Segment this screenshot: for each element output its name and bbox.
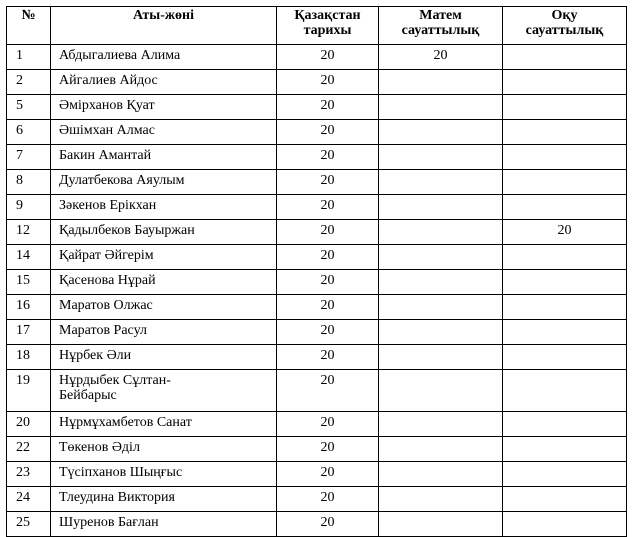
row-math — [379, 412, 503, 437]
row-name: Зәкенов Ерікхан — [51, 195, 277, 220]
row-reading — [503, 195, 627, 220]
row-reading — [503, 70, 627, 95]
row-name: Абдыгалиева Алима — [51, 45, 277, 70]
table-row — [7, 220, 627, 245]
row-reading — [503, 437, 627, 462]
header-reading-line1: Оқу — [551, 8, 578, 23]
row-history: 20 — [277, 320, 379, 345]
row-name: Төкенов Әділ — [51, 437, 277, 462]
table-row — [7, 320, 627, 345]
row-history: 20 — [277, 70, 379, 95]
row-math — [379, 437, 503, 462]
row-math — [379, 245, 503, 270]
row-math — [379, 120, 503, 145]
row-history: 20 — [277, 487, 379, 512]
table-row — [7, 245, 627, 270]
row-reading — [503, 95, 627, 120]
row-num: 6 — [7, 120, 51, 145]
row-reading — [503, 170, 627, 195]
header-history — [277, 7, 379, 45]
row-num: 12 — [7, 220, 51, 245]
table-row — [7, 120, 627, 145]
table-row — [7, 170, 627, 195]
header-math-line1: Матем — [419, 8, 462, 23]
table-row — [7, 412, 627, 437]
row-num: 24 — [7, 487, 51, 512]
row-math — [379, 270, 503, 295]
row-history: 20 — [277, 295, 379, 320]
row-name: Шуренов Бағлан — [51, 512, 277, 537]
header-name: Аты-жөні — [51, 7, 277, 45]
row-name-line2: Бейбарыс — [59, 388, 117, 403]
row-name: Дулатбекова Аяулым — [51, 170, 277, 195]
row-num: 19 — [7, 370, 51, 412]
row-history: 20 — [277, 270, 379, 295]
row-reading: 20 — [503, 220, 627, 245]
row-math — [379, 345, 503, 370]
row-num: 15 — [7, 270, 51, 295]
table-row — [7, 95, 627, 120]
row-math — [379, 95, 503, 120]
row-history: 20 — [277, 220, 379, 245]
row-history: 20 — [277, 95, 379, 120]
table-row — [7, 295, 627, 320]
row-reading — [503, 145, 627, 170]
row-math: 20 — [379, 45, 503, 70]
row-history: 20 — [277, 437, 379, 462]
row-reading — [503, 487, 627, 512]
row-num: 1 — [7, 45, 51, 70]
row-history: 20 — [277, 512, 379, 537]
row-math — [379, 512, 503, 537]
row-name: Маратов Расул — [51, 320, 277, 345]
row-reading — [503, 245, 627, 270]
row-name: Қайрат Әйгерім — [51, 245, 277, 270]
row-math — [379, 370, 503, 412]
row-history: 20 — [277, 120, 379, 145]
header-reading — [503, 7, 627, 45]
row-num: 22 — [7, 437, 51, 462]
row-reading — [503, 345, 627, 370]
table-row — [7, 370, 627, 412]
row-num: 16 — [7, 295, 51, 320]
row-reading — [503, 412, 627, 437]
row-num: 2 — [7, 70, 51, 95]
row-math — [379, 170, 503, 195]
header-row — [7, 7, 627, 45]
table-row — [7, 195, 627, 220]
row-reading — [503, 462, 627, 487]
row-name: Қасенова Нұрай — [51, 270, 277, 295]
row-name: Нұрмұхамбетов Санат — [51, 412, 277, 437]
row-history: 20 — [277, 462, 379, 487]
row-num: 18 — [7, 345, 51, 370]
header-math — [379, 7, 503, 45]
row-math — [379, 195, 503, 220]
row-num: 8 — [7, 170, 51, 195]
row-reading — [503, 320, 627, 345]
row-name: Түсіпханов Шыңғыс — [51, 462, 277, 487]
row-num: 14 — [7, 245, 51, 270]
table-row — [7, 437, 627, 462]
row-history: 20 — [277, 145, 379, 170]
row-history: 20 — [277, 45, 379, 70]
table-row — [7, 145, 627, 170]
row-name: Тлеудина Виктория — [51, 487, 277, 512]
table-row — [7, 45, 627, 70]
row-name: Әмірханов Қуат — [51, 95, 277, 120]
row-math — [379, 320, 503, 345]
row-math — [379, 220, 503, 245]
row-math — [379, 295, 503, 320]
table-row — [7, 462, 627, 487]
row-num: 25 — [7, 512, 51, 537]
row-reading — [503, 370, 627, 412]
row-history: 20 — [277, 370, 379, 412]
row-num: 9 — [7, 195, 51, 220]
table-row — [7, 512, 627, 537]
row-num: 7 — [7, 145, 51, 170]
row-history: 20 — [277, 170, 379, 195]
table-row — [7, 487, 627, 512]
row-reading — [503, 295, 627, 320]
grades-table — [6, 6, 627, 537]
row-history: 20 — [277, 245, 379, 270]
row-name: Нұрбек Әли — [51, 345, 277, 370]
header-history-line1: Қазақстан — [294, 8, 361, 23]
row-num: 23 — [7, 462, 51, 487]
row-math — [379, 70, 503, 95]
row-name: Маратов Олжас — [51, 295, 277, 320]
row-num: 5 — [7, 95, 51, 120]
row-reading — [503, 512, 627, 537]
row-math — [379, 462, 503, 487]
row-name: Бакин Амантай — [51, 145, 277, 170]
row-math — [379, 487, 503, 512]
table-row — [7, 345, 627, 370]
row-name: Айгалиев Айдос — [51, 70, 277, 95]
row-name: Қадылбеков Бауыржан — [51, 220, 277, 245]
row-reading — [503, 120, 627, 145]
row-num: 20 — [7, 412, 51, 437]
row-history: 20 — [277, 195, 379, 220]
table-row — [7, 270, 627, 295]
row-name: Әшімхан Алмас — [51, 120, 277, 145]
row-reading — [503, 45, 627, 70]
row-math — [379, 145, 503, 170]
header-history-line2: тарихы — [303, 23, 352, 38]
row-name — [51, 370, 277, 412]
header-reading-line2: сауаттылық — [525, 23, 604, 38]
row-name-line1: Нұрдыбек Сұлтан- — [59, 373, 171, 388]
header-math-line2: сауаттылық — [401, 23, 480, 38]
row-history: 20 — [277, 345, 379, 370]
header-num: № — [7, 7, 51, 45]
row-reading — [503, 270, 627, 295]
row-num: 17 — [7, 320, 51, 345]
table-row — [7, 70, 627, 95]
row-history: 20 — [277, 412, 379, 437]
